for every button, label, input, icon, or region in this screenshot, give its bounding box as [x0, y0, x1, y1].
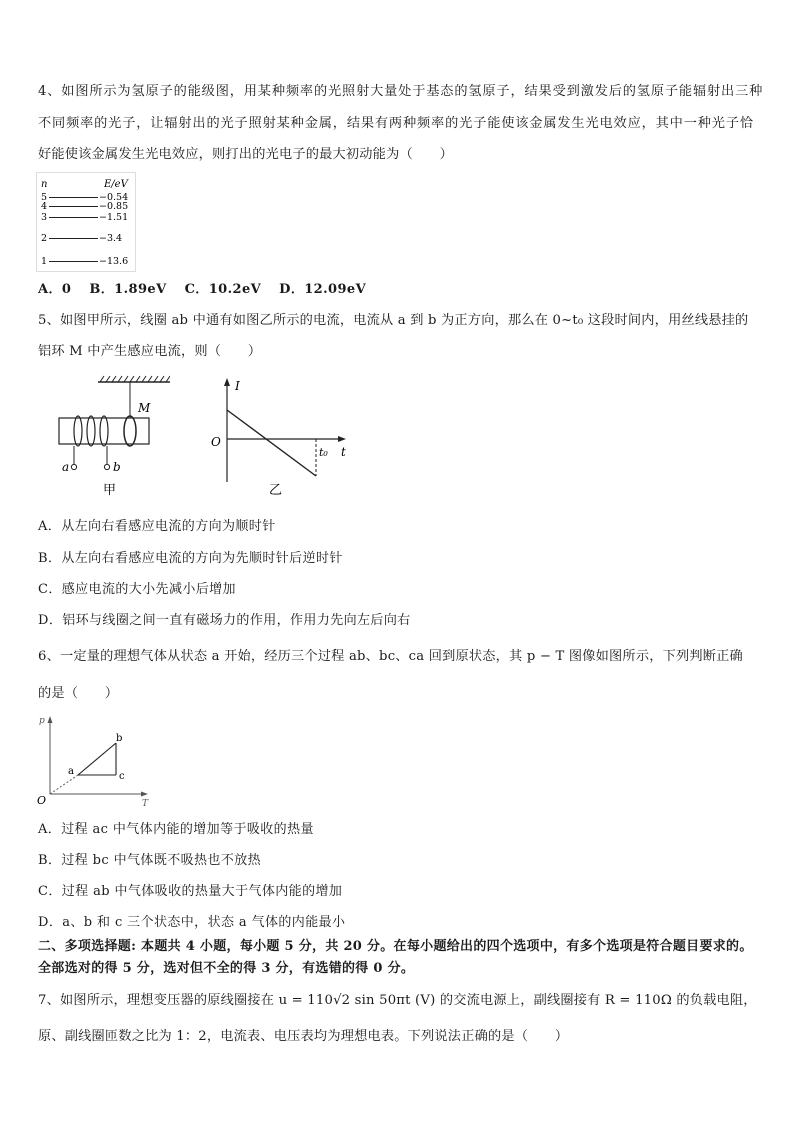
level-energy-header: E/eV — [104, 179, 128, 190]
figure-yi-caption: 乙 — [269, 483, 283, 498]
q7-stem-line2: 原、副线圈匝数之比为 1：2，电流表、电压表均为理想电表。下列说法正确的是（ ） — [38, 1029, 569, 1044]
q4-option-c[interactable]: C．10.2eV — [184, 282, 262, 297]
state-c-label: c — [119, 771, 125, 782]
level-3-energy: −1.51 — [99, 212, 129, 223]
level-n-header: n — [41, 179, 48, 190]
t0-label: t₀ — [319, 446, 328, 459]
q6-option-c[interactable]: C．过程 ab 中气体吸收的热量大于气体内能的增加 — [38, 884, 343, 899]
graph-t-label: t — [341, 445, 346, 459]
p-t-origin-label: O — [37, 794, 47, 807]
level-3-n: 3 — [41, 212, 48, 223]
q5-option-c[interactable]: C．感应电流的大小先减小后增加 — [38, 582, 236, 597]
q6-option-b[interactable]: B．过程 bc 中气体既不吸热也不放热 — [38, 853, 262, 868]
coil-turn-1 — [74, 416, 82, 446]
graph-i-arrow — [224, 378, 230, 386]
t-axis-label: T — [142, 799, 149, 808]
p-axis-arrow — [48, 716, 53, 723]
q5-option-d[interactable]: D．铝环与线圈之间一直有磁场力的作用，作用力先向左后向右 — [38, 613, 411, 628]
energy-level-diagram — [36, 172, 136, 272]
level-1-n: 1 — [41, 256, 48, 267]
section2-instructions-line2: 全部选对的得 5 分，选对但不全的得 3 分，有选错的得 0 分。 — [38, 961, 415, 976]
aluminum-ring-m — [124, 416, 136, 446]
graph-t-arrow — [338, 436, 346, 442]
q4-options — [38, 281, 758, 299]
q4-stem-line1: 4、如图所示为氢原子的能级图，用某种频率的光照射大量处于基态的氢原子，结果受到激发后的氢原子能辐射出三种 — [38, 84, 764, 99]
q4-option-b[interactable]: B．1.89eV — [89, 282, 167, 297]
terminal-b — [104, 464, 109, 469]
q5-option-b[interactable]: B．从左向右看感应电流的方向为先顺时针后逆时针 — [38, 551, 343, 566]
terminal-a — [71, 464, 76, 469]
q6-option-a[interactable]: A．过程 ac 中气体内能的增加等于吸收的热量 — [38, 822, 314, 837]
q4-option-d[interactable]: D．12.09eV — [279, 282, 367, 297]
current-line — [227, 410, 316, 476]
coil-turn-3 — [100, 416, 108, 446]
level-2-energy: −3.4 — [99, 233, 123, 244]
q5-stem-line2: 铝环 M 中产生感应电流，则（ ） — [38, 344, 262, 359]
state-b-label: b — [116, 733, 123, 744]
q6-stem-line1: 6、一定量的理想气体从状态 a 开始，经历三个过程 ab、bc、ca 回到原状态，其 p − T 图像如图所示，下列判断正确 — [38, 649, 743, 664]
level-4-energy: −0.85 — [99, 201, 129, 212]
q5-option-a[interactable]: A．从左向右看感应电流的方向为顺时针 — [38, 519, 276, 534]
level-5-n: 5 — [41, 192, 48, 203]
section2-instructions-line1: 二、多项选择题: 本题共 4 小题，每小题 5 分，共 20 分。在每小题给出的四个选项中，有多个选项是符合题目要求的。 — [38, 939, 753, 954]
level-4-n: 4 — [41, 201, 48, 212]
level-1-energy: −13.6 — [99, 256, 129, 267]
terminal-b-label: b — [113, 460, 121, 474]
p-axis-label: p — [39, 716, 45, 726]
level-2-n: 2 — [41, 233, 48, 244]
figure-jia-caption: 甲 — [103, 483, 117, 498]
dashed-origin-line — [50, 775, 78, 794]
q4-stem-line2: 不同频率的光子，让辐射出的光子照射某种金属，结果有两种频率的光子能使该金属发生光电效应，其中一种光子恰 — [38, 116, 754, 131]
graph-i-label: I — [235, 379, 240, 393]
q6-stem-line2: 的是（ ） — [38, 686, 119, 701]
current-time-graph-yi — [205, 376, 355, 504]
q4-option-a[interactable]: A．0 — [38, 282, 72, 297]
terminal-a-label: a — [62, 460, 70, 474]
state-a-label: a — [68, 766, 74, 777]
coil-turn-2 — [87, 416, 95, 446]
t-axis-arrow — [141, 792, 148, 797]
ceiling-hatch — [100, 376, 170, 382]
q6-option-d[interactable]: D．a、b 和 c 三个状态中，状态 a 气体的内能最小 — [38, 915, 346, 930]
q4-stem-line3: 好能使该金属发生光电效应，则打出的光电子的最大初动能为（ ） — [38, 147, 454, 162]
q5-stem-line1: 5、如图甲所示，线圈 ab 中通有如图乙所示的电流，电流从 a 到 b 为正方向，那么在 0~t₀ 这段时间内，用丝线悬挂的 — [38, 313, 749, 328]
p-t-graph — [34, 712, 154, 808]
graph-origin-label: O — [211, 435, 221, 449]
process-ab — [78, 743, 116, 775]
q7-stem-line1: 7、如图所示，理想变压器的原线圈接在 u = 110√2 sin 50πt (V) 的交流电源上，副线圈接有 R = 110Ω 的负载电阻， — [38, 993, 757, 1008]
ring-label-m: M — [138, 401, 151, 415]
level-5-energy: −0.54 — [99, 192, 129, 203]
coil-figure-jia — [50, 374, 170, 502]
